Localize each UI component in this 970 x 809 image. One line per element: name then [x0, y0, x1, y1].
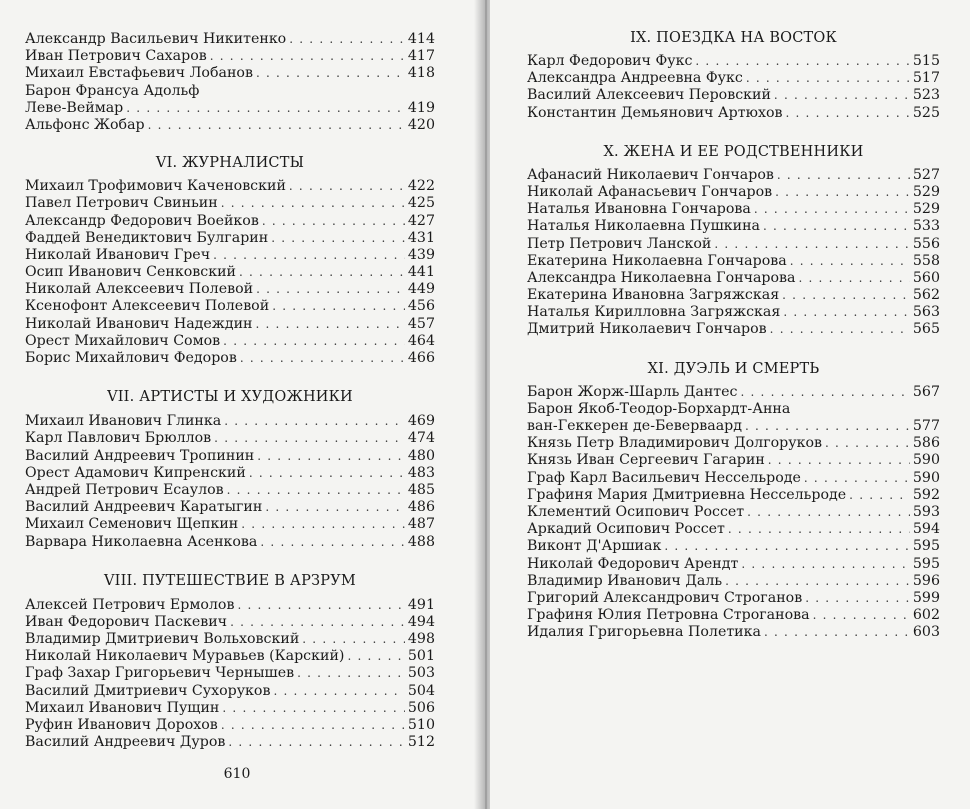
- entry-page: 449: [407, 281, 435, 298]
- entry-page: 533: [912, 218, 940, 235]
- leader-dots: [768, 452, 910, 469]
- leader-dots: [813, 607, 910, 624]
- leader-dots: [764, 624, 910, 641]
- entry-page: 594: [912, 521, 940, 538]
- entry-name: Ксенофонт Алексеевич Полевой: [25, 298, 270, 315]
- left-column: [25, 31, 435, 751]
- right-page: [490, 0, 970, 809]
- leader-dots: [273, 683, 404, 700]
- leader-dots: [747, 504, 910, 521]
- entry-page: 529: [912, 183, 940, 200]
- leader-dots: [227, 482, 405, 499]
- entry-name: Алексей Петрович Ермолов: [25, 596, 235, 613]
- leader-dots: [265, 499, 405, 516]
- toc-entry: [527, 236, 940, 253]
- toc-entry: [25, 350, 435, 367]
- leader-dots: [256, 281, 405, 298]
- entry-name: Графиня Мария Дмитриевна Нессельроде: [527, 486, 847, 503]
- leader-dots: [262, 213, 405, 230]
- leader-dots: [240, 350, 405, 367]
- entry-page: 466: [407, 350, 435, 366]
- entry-page: 491: [407, 596, 435, 613]
- entry-page: 498: [407, 631, 435, 648]
- section-title: VI. ЖУРНАЛИСТЫ: [155, 155, 305, 172]
- entry-name: Андрей Петрович Есаулов: [25, 481, 224, 498]
- entry-page: 517: [912, 70, 940, 87]
- toc-entry: [25, 614, 435, 631]
- toc-entry: [527, 401, 940, 418]
- toc-entry: [25, 281, 435, 298]
- entry-name: Михаил Трофимович Каченовский: [25, 178, 286, 195]
- leader-dots: [695, 53, 910, 70]
- entry-name: Владимир Дмитриевич Вольховский: [25, 631, 300, 648]
- entry-page: 593: [912, 503, 940, 520]
- entry-name: Василий Дмитриевич Сухоруков: [25, 682, 271, 699]
- toc-entry: [527, 270, 940, 287]
- entry-name: Афанасий Николаевич Гончаров: [527, 166, 774, 183]
- toc-entry: [25, 230, 435, 247]
- entry-name: Карл Федорович Фукс: [527, 53, 693, 69]
- entry-page: 439: [407, 246, 435, 263]
- entry-name: Петр Петрович Ланской: [527, 235, 712, 252]
- entry-page: 595: [912, 538, 940, 555]
- entry-page: 525: [912, 104, 940, 121]
- leader-dots: [214, 430, 405, 447]
- entry-name: Александр Федорович Воейков: [25, 212, 259, 229]
- entry-name: Барон Якоб-Теодор-Борхардт-Анна: [527, 400, 791, 417]
- toc-entry: [25, 333, 435, 350]
- entry-page: 480: [407, 447, 435, 464]
- leader-dots: [256, 316, 405, 333]
- toc-entry: [25, 430, 435, 447]
- leader-dots: [228, 734, 405, 751]
- entry-name: Граф Карл Васильевич Нессельроде: [527, 469, 801, 486]
- toc-entry: [527, 167, 940, 184]
- toc-entry: [527, 184, 940, 201]
- entry-name: Граф Захар Григорьевич Чернышев: [25, 665, 295, 682]
- leader-dots: [223, 333, 405, 350]
- entry-page: 431: [407, 229, 435, 246]
- toc-entry: [527, 607, 940, 624]
- leader-dots: [237, 597, 404, 614]
- toc-entry: [25, 448, 435, 465]
- leader-dots: [230, 614, 405, 631]
- entry-page: 494: [407, 613, 435, 630]
- leader-dots: [271, 230, 405, 247]
- entry-name: ван-Геккерен де-Беверваард: [527, 418, 742, 434]
- leader-dots: [289, 178, 405, 195]
- leader-dots: [297, 665, 405, 682]
- entry-name: Василий Андреевич Тропинин: [25, 447, 255, 464]
- entry-name: Руфин Иванович Дорохов: [25, 717, 218, 733]
- entry-page: 441: [407, 264, 435, 281]
- leader-dots: [805, 590, 910, 607]
- entry-name: Наталья Ивановна Гончарова: [527, 201, 751, 218]
- entry-name: Князь Иван Сергеевич Гагарин: [527, 452, 765, 469]
- entry-page: 529: [912, 201, 940, 218]
- entry-name: Василий Андреевич Каратыгин: [25, 499, 263, 516]
- toc-entry: [527, 590, 940, 607]
- entry-page: 603: [912, 624, 940, 641]
- entry-page: 417: [407, 48, 435, 65]
- entry-name: Барон Франсуа Адольф: [25, 82, 200, 99]
- entry-page: 425: [407, 195, 435, 212]
- entry-name: Иван Федорович Паскевич: [25, 613, 228, 630]
- toc-entry: [25, 83, 435, 100]
- leader-dots: [783, 304, 910, 321]
- entry-name: Михаил Евстафьевич Лобанов: [25, 65, 253, 82]
- entry-name: Иван Петрович Сахаров: [25, 48, 207, 65]
- entry-page: 556: [912, 235, 940, 252]
- toc-entry: [527, 304, 940, 321]
- toc-entry: [25, 597, 435, 614]
- leader-dots: [126, 100, 405, 117]
- entry-name: Наталья Николаевна Пушкина: [527, 218, 760, 235]
- entry-page: 558: [912, 252, 940, 269]
- entry-page: 427: [407, 212, 435, 229]
- entry-page: 488: [407, 533, 435, 550]
- toc-entry: [527, 452, 940, 469]
- leader-dots: [804, 470, 910, 487]
- left-page: [0, 0, 482, 809]
- leader-dots: [664, 538, 910, 555]
- toc-entry: [25, 631, 435, 648]
- entry-name: Альфонс Жобар: [25, 116, 145, 133]
- toc-entry: [25, 298, 435, 315]
- toc-entry: [527, 521, 940, 538]
- entry-page: 469: [407, 413, 435, 430]
- entry-page: 506: [407, 699, 435, 716]
- entry-name: Василий Алексеевич Перовский: [527, 87, 771, 104]
- entry-page: 515: [912, 53, 940, 69]
- leader-dots: [849, 487, 910, 504]
- toc-entry: [25, 717, 435, 734]
- toc-entry: [25, 213, 435, 230]
- entry-page: 503: [407, 665, 435, 682]
- leader-dots: [289, 31, 405, 48]
- entry-page: 420: [407, 116, 435, 133]
- leader-dots: [763, 218, 910, 235]
- entry-page: 485: [407, 481, 435, 498]
- entry-name: Александра Андреевна Фукс: [527, 70, 743, 87]
- leader-dots: [256, 65, 405, 82]
- leader-dots: [775, 184, 910, 201]
- leader-dots: [777, 167, 910, 184]
- entry-name: Николай Алексеевич Полевой: [25, 281, 254, 298]
- leader-dots: [741, 384, 910, 401]
- entry-page: 419: [407, 99, 435, 116]
- entry-page: 523: [912, 87, 940, 104]
- toc-entry: [25, 195, 435, 212]
- leader-dots: [272, 298, 405, 315]
- section-title: IX. ПОЕЗДКА НА ВОСТОК: [630, 30, 837, 46]
- entry-name: Василий Андреевич Дуров: [25, 734, 226, 751]
- toc-entry: [527, 53, 940, 70]
- entry-name: Князь Петр Владимирович Долгоруков: [527, 435, 822, 452]
- toc-entry: [25, 665, 435, 682]
- entry-page: 512: [407, 734, 435, 751]
- entry-page: 592: [912, 486, 940, 503]
- entry-name: Орест Адамович Кипренский: [25, 464, 246, 481]
- leader-dots: [770, 321, 910, 338]
- toc-entry: [527, 105, 940, 122]
- entry-name: Клементий Осипович Россет: [527, 503, 745, 520]
- toc-entry: [527, 538, 940, 555]
- toc-entry: [527, 487, 940, 504]
- toc-entry: [527, 624, 940, 641]
- toc-entry: [527, 384, 940, 401]
- leader-dots: [260, 534, 405, 551]
- page-number: 610: [223, 766, 251, 782]
- entry-page: 586: [912, 435, 940, 452]
- entry-name: Николай Иванович Надеждин: [25, 315, 253, 332]
- leader-dots: [754, 201, 910, 218]
- entry-page: 510: [407, 717, 435, 733]
- toc-entry: [527, 435, 940, 452]
- entry-name: Николай Николаевич Муравьев (Карский): [25, 648, 345, 665]
- entry-name: Николай Иванович Греч: [25, 246, 211, 263]
- entry-page: 562: [912, 287, 940, 304]
- entry-page: 596: [912, 572, 940, 589]
- entry-page: 486: [407, 499, 435, 516]
- toc-entry: [25, 516, 435, 533]
- toc-entry: [25, 482, 435, 499]
- toc-entry: [25, 65, 435, 82]
- leader-dots: [782, 287, 910, 304]
- entry-name: Виконт Д'Аршиак: [527, 538, 662, 555]
- entry-name: Дмитрий Николаевич Гончаров: [527, 321, 767, 338]
- entry-page: 418: [407, 65, 435, 82]
- toc-entry: [25, 734, 435, 751]
- toc-entry: [25, 117, 435, 134]
- entry-page: 422: [407, 178, 435, 195]
- leader-dots: [714, 236, 910, 253]
- leader-dots: [210, 48, 405, 65]
- leader-dots: [213, 247, 405, 264]
- toc-entry: [527, 573, 940, 590]
- toc-entry: [25, 316, 435, 333]
- entry-name: Идалия Григорьевна Полетика: [527, 624, 761, 641]
- entry-page: 567: [912, 383, 940, 400]
- leader-dots: [741, 556, 910, 573]
- section-title: X. ЖЕНА И ЕЕ РОДСТВЕННИКИ: [603, 143, 864, 160]
- toc-entry: [25, 413, 435, 430]
- leader-dots: [347, 648, 404, 665]
- entry-name: Фаддей Венедиктович Булгарин: [25, 229, 269, 246]
- toc-entry: [527, 87, 940, 104]
- entry-name: Карл Павлович Брюллов: [25, 430, 212, 447]
- leader-dots: [224, 413, 405, 430]
- entry-page: 599: [912, 589, 940, 606]
- leader-dots: [302, 631, 405, 648]
- entry-name: Григорий Александрович Строганов: [527, 589, 803, 606]
- leader-dots: [790, 253, 910, 270]
- entry-name: Александра Николаевна Гончарова: [527, 269, 796, 286]
- leader-dots: [798, 270, 909, 287]
- entry-name: Николай Афанасьевич Гончаров: [527, 183, 773, 200]
- entry-name: Константин Демьянович Артюхов: [527, 104, 783, 121]
- entry-page: 456: [407, 298, 435, 315]
- toc-entry: [25, 178, 435, 195]
- leader-dots: [222, 700, 405, 717]
- leader-dots: [728, 521, 910, 538]
- toc-entry: [25, 465, 435, 482]
- entry-name: Михаил Семенович Щепкин: [25, 516, 239, 533]
- toc-entry: [527, 253, 940, 270]
- toc-entry: [25, 100, 435, 117]
- entry-name: Наталья Кирилловна Загряжская: [527, 304, 781, 321]
- entry-page: 457: [407, 315, 435, 332]
- toc-entry: [25, 534, 435, 551]
- toc-entry: [527, 556, 940, 573]
- toc-entry: [25, 264, 435, 281]
- entry-page: 595: [912, 555, 940, 572]
- entry-name: Михаил Иванович Глинка: [25, 413, 222, 430]
- toc-entry: [527, 504, 940, 521]
- toc-entry: [25, 683, 435, 700]
- entry-name: Екатерина Ивановна Загряжская: [527, 287, 780, 304]
- section-title: VIII. ПУТЕШЕСТВИЕ В АРЗРУМ: [104, 572, 356, 589]
- entry-page: 602: [912, 607, 940, 624]
- leader-dots: [221, 717, 405, 734]
- entry-page: 487: [407, 516, 435, 533]
- entry-page: 414: [407, 31, 435, 47]
- toc-entry: [527, 321, 940, 338]
- entry-name: Николай Федорович Арендт: [527, 555, 739, 572]
- entry-name: Борис Михайлович Федоров: [25, 350, 237, 366]
- leader-dots: [239, 264, 405, 281]
- entry-page: 474: [407, 430, 435, 447]
- entry-page: 483: [407, 464, 435, 481]
- leader-dots: [148, 117, 405, 134]
- entry-name: Владимир Иванович Даль: [527, 572, 723, 589]
- entry-name: Леве-Веймар: [25, 99, 124, 116]
- entry-name: Александр Васильевич Никитенко: [25, 31, 287, 47]
- entry-name: Варвара Николаевна Асенкова: [25, 533, 258, 550]
- entry-name: Михаил Иванович Пущин: [25, 699, 220, 716]
- right-column: [527, 30, 940, 641]
- entry-name: Графиня Юлия Петровна Строганова: [527, 607, 810, 624]
- toc-entry: [25, 700, 435, 717]
- entry-page: 563: [912, 304, 940, 321]
- entry-name: Барон Жорж-Шарль Дантес: [527, 383, 738, 400]
- section-title: XI. ДУЭЛЬ И СМЕРТЬ: [647, 360, 820, 377]
- leader-dots: [249, 465, 405, 482]
- entry-page: 577: [912, 418, 940, 434]
- toc-entry: [25, 31, 435, 48]
- toc-entry: [527, 201, 940, 218]
- entry-name: Аркадий Осипович Россет: [527, 521, 725, 538]
- toc-entry: [25, 648, 435, 665]
- leader-dots: [786, 105, 910, 122]
- entry-page: 501: [407, 648, 435, 665]
- toc-entry: [527, 470, 940, 487]
- entry-page: 590: [912, 452, 940, 469]
- section-title: VII. АРТИСТЫ И ХУДОЖНИКИ: [107, 389, 353, 406]
- leader-dots: [221, 195, 405, 212]
- leader-dots: [745, 418, 910, 435]
- entry-page: 527: [912, 166, 940, 183]
- leader-dots: [257, 448, 405, 465]
- toc-entry: [25, 499, 435, 516]
- toc-entry: [527, 287, 940, 304]
- leader-dots: [241, 516, 405, 533]
- leader-dots: [774, 87, 910, 104]
- entry-name: Орест Михайлович Сомов: [25, 332, 221, 349]
- entry-page: 504: [407, 682, 435, 699]
- toc-entry: [527, 218, 940, 235]
- entry-name: Екатерина Николаевна Гончарова: [527, 252, 787, 269]
- leader-dots: [725, 573, 910, 590]
- toc-entry: [527, 418, 940, 435]
- leader-dots: [746, 70, 910, 87]
- leader-dots: [825, 435, 910, 452]
- toc-entry: [527, 70, 940, 87]
- entry-page: 560: [912, 269, 940, 286]
- toc-entry: [25, 48, 435, 65]
- entry-name: Павел Петрович Свиньин: [25, 195, 218, 212]
- entry-page: 464: [407, 332, 435, 349]
- entry-page: 590: [912, 469, 940, 486]
- entry-name: Осип Иванович Сенковский: [25, 264, 236, 281]
- toc-entry: [25, 247, 435, 264]
- entry-page: 565: [912, 321, 940, 338]
